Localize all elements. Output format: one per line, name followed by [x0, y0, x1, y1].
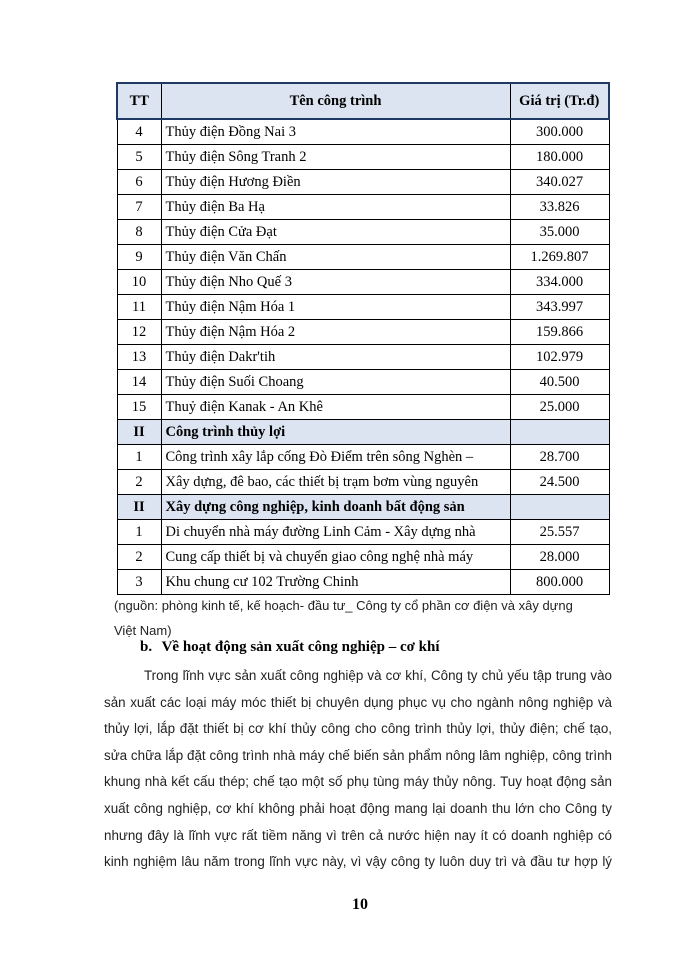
cell-tt: 2: [117, 545, 161, 570]
source-note: [114, 593, 614, 643]
cell-project-name: Công trình thủy lợi: [161, 420, 510, 445]
cell-value: 24.500: [510, 470, 609, 495]
table-row: [117, 395, 609, 420]
table-row: [117, 119, 609, 145]
cell-project-name: Thủy điện Văn Chấn: [161, 245, 510, 270]
paragraph-line: nhưng đây là lĩnh vực rất tiềm năng vì trên cả nước hiện nay ít có doanh nghiệp có: [104, 827, 612, 843]
projects-table: [116, 82, 610, 595]
cell-value: 800.000: [510, 570, 609, 595]
table-header-row: [117, 83, 609, 119]
source-note-line: Việt Nam): [114, 623, 172, 638]
paragraph-line: thủy lợi, lắp đặt thiết bị cơ khí thủy công cho công trình thủy lợi, thủy điện; chế tạo,: [104, 721, 612, 737]
table-row: [117, 445, 609, 470]
cell-tt: 3: [117, 570, 161, 595]
paragraph-line: xuất công nghiệp, cơ khí không phải hoạt động mang lại doanh thu lớn cho Công ty: [104, 800, 612, 816]
table-row: [117, 270, 609, 295]
cell-value: 33.826: [510, 195, 609, 220]
table-row: [117, 370, 609, 395]
cell-project-name: Thuỷ điện Kanak - An Khê: [161, 395, 510, 420]
table-row: [117, 545, 609, 570]
cell-project-name: Thủy điện Dakr'tih: [161, 345, 510, 370]
cell-project-name: Thủy điện Nậm Hóa 2: [161, 320, 510, 345]
cell-value: 28.700: [510, 445, 609, 470]
table-row: [117, 145, 609, 170]
table-row: [117, 195, 609, 220]
cell-value: 343.997: [510, 295, 609, 320]
table-row: [117, 170, 609, 195]
cell-tt: 1: [117, 520, 161, 545]
cell-project-name: Thủy điện Suối Choang: [161, 370, 510, 395]
paragraph-line: kinh nghiệm lâu năm trong lĩnh vực này, vì vậy công ty luôn duy trì và đầu tư hợp lý: [104, 854, 612, 870]
cell-project-name: Di chuyển nhà máy đường Linh Cảm - Xây dựng nhà: [161, 520, 510, 545]
cell-project-name: Khu chung cư 102 Trường Chinh: [161, 570, 510, 595]
table-row: [117, 520, 609, 545]
section-heading-title: Về hoạt động sản xuất công nghiệp – cơ khí: [161, 639, 440, 655]
cell-project-name: Công trình xây lắp cống Đò Điểm trên sông Nghèn –: [161, 445, 510, 470]
cell-tt: 7: [117, 195, 161, 220]
section-heading: [140, 639, 440, 656]
table-section-row: [117, 495, 609, 520]
cell-tt: 13: [117, 345, 161, 370]
cell-project-name: Thủy điện Cửa Đạt: [161, 220, 510, 245]
cell-project-name: Thủy điện Nho Quế 3: [161, 270, 510, 295]
cell-value: [510, 495, 609, 520]
cell-value: 180.000: [510, 145, 609, 170]
cell-tt: 8: [117, 220, 161, 245]
source-note-line: (nguồn: phòng kinh tế, kế hoạch- đầu tư_ Công ty cổ phần cơ điện và xây dựng: [114, 598, 573, 613]
section-heading-label: b.: [140, 639, 153, 655]
cell-tt: 14: [117, 370, 161, 395]
cell-project-name: Thủy điện Ba Hạ: [161, 195, 510, 220]
cell-tt: 9: [117, 245, 161, 270]
cell-value: 40.500: [510, 370, 609, 395]
cell-project-name: Thủy điện Đồng Nai 3: [161, 119, 510, 145]
cell-project-name: Thủy điện Sông Tranh 2: [161, 145, 510, 170]
table-row: [117, 470, 609, 495]
table-row: [117, 345, 609, 370]
cell-project-name: Cung cấp thiết bị và chuyển giao công nghệ nhà máy: [161, 545, 510, 570]
cell-tt: II: [117, 495, 161, 520]
cell-tt: 12: [117, 320, 161, 345]
cell-tt: 1: [117, 445, 161, 470]
cell-tt: 11: [117, 295, 161, 320]
paragraph-line: Trong lĩnh vực sản xuất công nghiệp và cơ khí, Công ty chủ yếu tập trung vào: [144, 668, 612, 683]
paragraph-line: sản xuất các loại máy móc thiết bị chuyên dụng phục vụ cho ngành nông nghiệp và: [104, 694, 612, 710]
cell-tt: 5: [117, 145, 161, 170]
cell-project-name: Xây dựng công nghiệp, kinh doanh bất động sản: [161, 495, 510, 520]
cell-tt: 4: [117, 119, 161, 145]
cell-value: 28.000: [510, 545, 609, 570]
cell-project-name: Thủy điện Hương Điền: [161, 170, 510, 195]
body-paragraph: [104, 663, 612, 876]
table-row: [117, 570, 609, 595]
table-row: [117, 245, 609, 270]
paragraph-line: khung nhà kết cấu thép; chế tạo một số phụ tùng máy thủy nông. Tuy hoạt động sản: [104, 774, 612, 790]
cell-value: 334.000: [510, 270, 609, 295]
table-row: [117, 320, 609, 345]
cell-tt: II: [117, 420, 161, 445]
cell-tt: 2: [117, 470, 161, 495]
cell-project-name: Thủy điện Nậm Hóa 1: [161, 295, 510, 320]
header-value: Giá trị (Tr.đ): [510, 83, 609, 119]
header-tt: TT: [117, 83, 161, 119]
table-section-row: [117, 420, 609, 445]
cell-value: 300.000: [510, 119, 609, 145]
cell-value: 102.979: [510, 345, 609, 370]
cell-project-name: Xây dựng, đê bao, các thiết bị trạm bơm vùng nguyên: [161, 470, 510, 495]
cell-value: 25.557: [510, 520, 609, 545]
cell-value: 159.866: [510, 320, 609, 345]
paragraph-line: sửa chữa lắp đặt công trình nhà máy chế biến sản phẩm nông lâm nghiệp, công trình: [104, 747, 612, 763]
table-row: [117, 220, 609, 245]
cell-value: 340.027: [510, 170, 609, 195]
cell-value: 1.269.807: [510, 245, 609, 270]
table-body: [117, 119, 609, 595]
header-project-name: Tên công trình: [161, 83, 510, 119]
cell-value: 35.000: [510, 220, 609, 245]
cell-value: [510, 420, 609, 445]
table-row: [117, 295, 609, 320]
cell-tt: 10: [117, 270, 161, 295]
cell-value: 25.000: [510, 395, 609, 420]
cell-tt: 6: [117, 170, 161, 195]
cell-tt: 15: [117, 395, 161, 420]
page-number: 10: [352, 896, 368, 913]
